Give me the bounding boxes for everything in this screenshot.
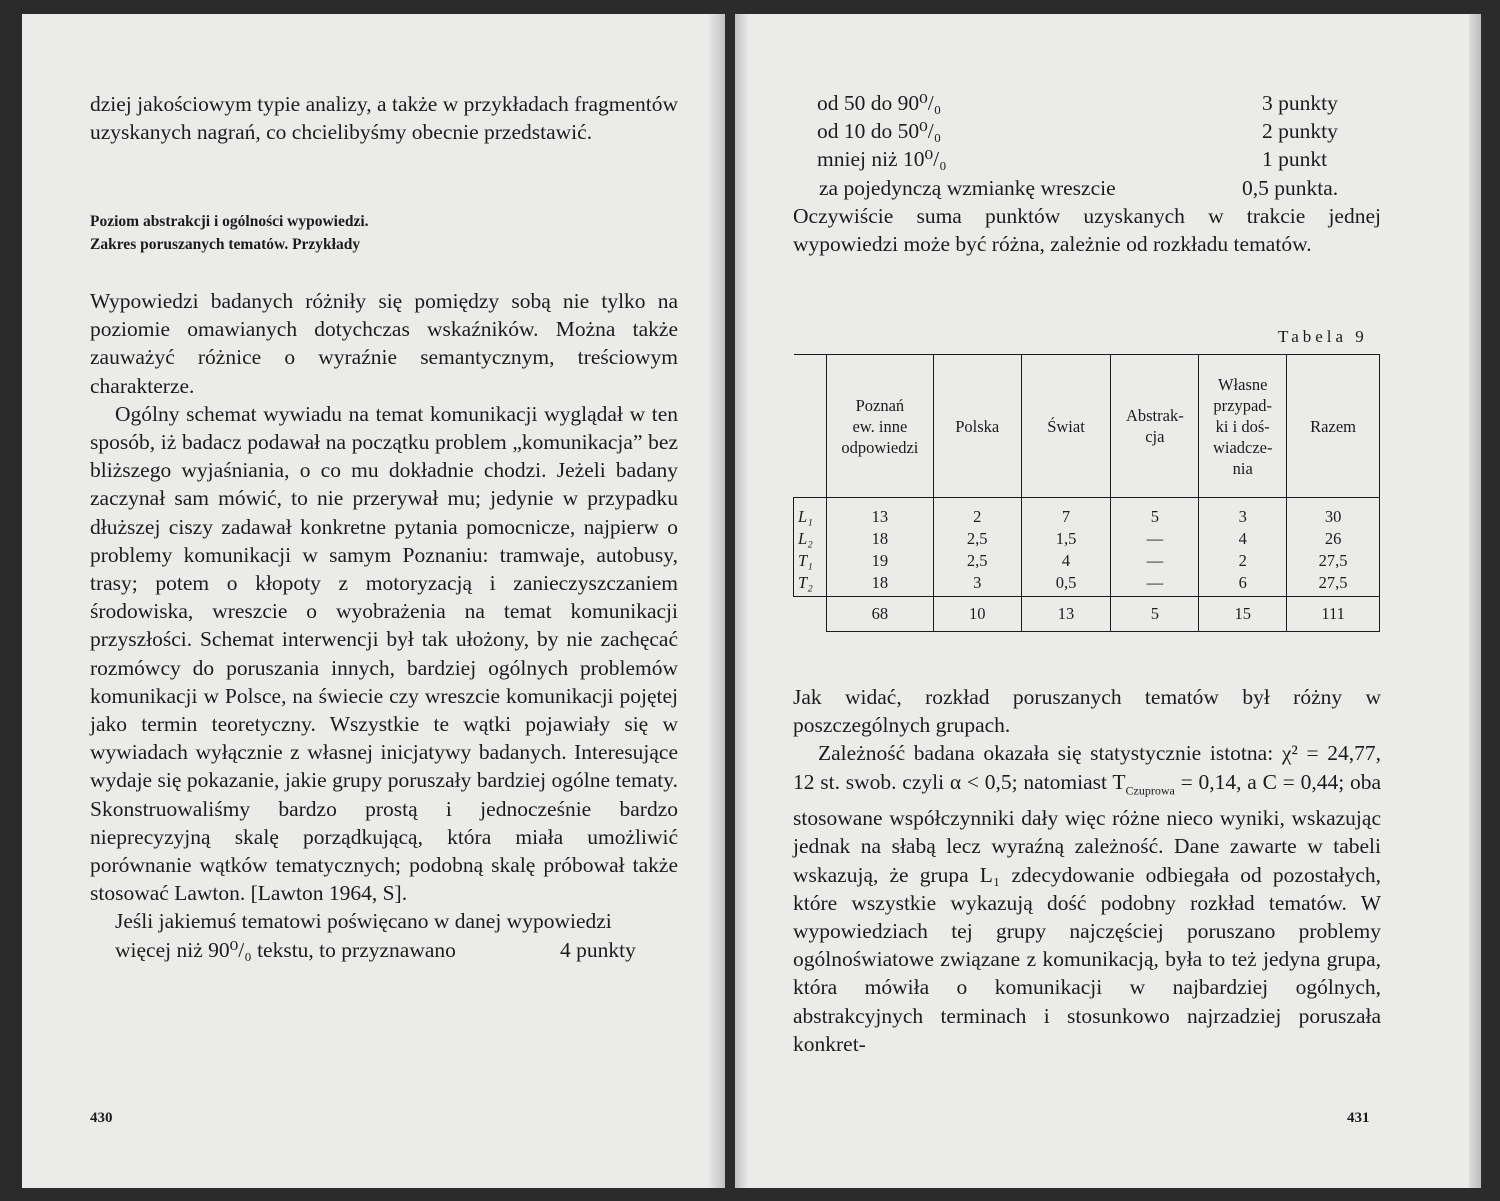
czuprowa-subscript: Czuprowa	[1125, 782, 1175, 797]
data-table	[793, 354, 1380, 632]
row-label: L₂	[794, 528, 827, 550]
table-row	[794, 498, 1380, 529]
intro-paragraph: Oczywiście suma punktów uzyskanych w trakcie jednej wypowiedzi może być różna, zależnie od rozkładu tematów.	[793, 204, 1381, 257]
table-caption: Tabela 9	[1278, 327, 1368, 346]
table-row	[794, 550, 1380, 572]
right-body-text	[793, 683, 1381, 1058]
total-cell: 13	[1021, 597, 1111, 632]
row-label: L₁	[794, 498, 827, 529]
table-cell: 3	[933, 572, 1021, 597]
table-cell: 27,5	[1287, 550, 1380, 572]
table-row	[794, 528, 1380, 550]
score-value: 0,5 punkta.	[1242, 175, 1339, 200]
score-row	[817, 117, 1377, 145]
score-value: 2 punkty	[1262, 119, 1338, 144]
page-edge	[1469, 14, 1481, 1188]
table-cell: 4	[1021, 550, 1111, 572]
right-page	[735, 14, 1481, 1188]
table-header-cell: Własne przypad- ki i doś- wiadcze- nia	[1199, 355, 1287, 498]
table-cell: 6	[1199, 572, 1287, 597]
table-row	[794, 572, 1380, 597]
table-cell: 5	[1111, 498, 1199, 529]
table-cell: 2	[1199, 550, 1287, 572]
score-value: 3 punkty	[1262, 91, 1338, 115]
score-row	[817, 89, 1377, 117]
paragraph-3: Jeśli jakiemuś tematowi poświęcano w danej wypowiedzi	[115, 909, 612, 934]
left-intro-text	[90, 90, 678, 146]
table-cell: 7	[1021, 498, 1111, 529]
score-label: mniej niż 10⁰/₀	[817, 147, 947, 172]
table-header-cell: Polska	[933, 355, 1021, 498]
score-line-top	[90, 936, 678, 964]
total-cell: 5	[1111, 597, 1199, 632]
total-cell: 15	[1199, 597, 1287, 632]
paragraph-2-part-a: Zależność badana okazała się statystycznie istotna: χ² = 24,77, 12 st. swob. czyli α < 0,5; natomiast T	[793, 741, 1381, 794]
score-value: 1 punkt	[1262, 147, 1328, 172]
paragraph-2-part-b: = 0,14, a C = 0,44; oba stosowane współczynniki dały więc różne nieco wyniki, wskazując jednak na słabą lecz wyraźną zależność. Dane zawarte w tabeli wskazują, że grupa L₁ zdecydowanie odbiegała od pozostałych, które wszystkie wykazują dość podobny rozkład tematów. W wypowiedziach tej grupy najczęściej poruszano problemy ogólnoświatowe związane z komunikacją, była to też jedyna grupa, która mówiła o komunikacji w najbardziej ogólnych, abstrakcyjnych terminach i stosunkowo najrzadziej poruszała konkret-	[793, 769, 1381, 1056]
paragraph-1: Wypowiedzi badanych różniły się pomiędzy sobą nie tylko na poziomie omawianych dotychczas wskaźników. Można także zauważyć różnice o wyraźnie semantycznym, treściowym charakterze.	[90, 289, 678, 398]
table-cell: —	[1111, 572, 1199, 597]
table-cell: 1,5	[1021, 528, 1111, 550]
total-cell: 111	[1287, 597, 1380, 632]
score-line-label: więcej niż 90⁰/₀ tekstu, to przyznawano	[115, 937, 456, 962]
table-cell: 27,5	[1287, 572, 1380, 597]
table-cell: 13	[826, 498, 933, 529]
paragraph-1: Jak widać, rozkład poruszanych tematów był różny w poszczególnych grupach.	[793, 685, 1381, 738]
row-label: T₂	[794, 572, 827, 597]
left-page	[22, 14, 725, 1188]
score-label: za pojedynczą wzmiankę wreszcie	[819, 175, 1116, 200]
page-number-left: 430	[90, 1110, 113, 1126]
score-label: od 10 do 50⁰/₀	[817, 119, 942, 144]
section-heading	[90, 210, 678, 256]
total-cell: 10	[933, 597, 1021, 632]
intro-paragraph: dziej jakościowym typie analizy, a także w przykładach fragmentów uzyskanych nagrań, co chcielibyśmy obecnie przedstawić.	[90, 92, 678, 145]
paragraph-2: Ogólny schemat wywiadu na temat komunikacji wyglądał w ten sposób, iż badacz podawał na początku problem „komunikacja” bez bliższego wyjaśniania, o co mu dokładnie chodzi. Jeżeli badany zaczynał sam mówić, to nie przerywał mu; jedynie w przypadku dłuższej ciszy zadawał konkretne pytania pomocnicze, najpierw o problemy komunikacji w samym Poznaniu: tramwaje, autobusy, trasy; potem o kłopoty z motoryzacją i zanieczyszczaniem środowiska, wreszcie o wyobrażenia na temat komunikacji przyszłości. Schemat interwencji był tak ułożony, by nie zachęcać rozmówcy do poruszania innych, bardziej ogólnych problemów komunikacji w Polsce, na świecie czy wreszcie komunikacji pojętej jako termin teoretyczny. Wszystkie te wątki pojawiały się w wywiadach wyłącznie z własnej inicjatywy badanych. Interesujące wydaje się pokazanie, jakie grupy poruszały bardziej ogólne tematy. Skonstruowaliśmy bardzo prostą i jednocześnie bardzo nieprecyzyjną skalę porządkującą, która miała umożliwić porównanie wątków tematycznych; podobną skalę próbował także stosować Lawton. [Lawton 1964, S].	[90, 401, 678, 906]
table-header-cell: Świat	[1021, 355, 1111, 498]
table-cell: 2,5	[933, 550, 1021, 572]
table-cell: 2,5	[933, 528, 1021, 550]
table-cell: 18	[826, 572, 933, 597]
table-cell: 18	[826, 528, 933, 550]
table-cell: 3	[1199, 498, 1287, 529]
section-heading-line-1: Poziom abstrakcji i ogólności wypowiedzi.	[90, 213, 369, 230]
table-header-cell: Abstrak- cja	[1111, 355, 1199, 498]
table-cell: 4	[1199, 528, 1287, 550]
score-row	[817, 174, 1377, 202]
score-label: od 50 do 90⁰/₀	[817, 91, 942, 115]
table-header-row	[794, 355, 1380, 498]
table-cell: 0,5	[1021, 572, 1111, 597]
row-label: T₁	[794, 550, 827, 572]
paragraph-2	[793, 739, 1381, 1058]
left-body-text	[90, 287, 678, 964]
section-heading-line-2: Zakres poruszanych tematów. Przykłady	[90, 236, 361, 253]
table-cell: —	[1111, 528, 1199, 550]
table-cell: 19	[826, 550, 933, 572]
table-totals-row	[794, 597, 1380, 632]
page-number-right: 431	[1347, 1110, 1370, 1126]
table-header-cell: Razem	[1287, 355, 1380, 498]
table-cell: —	[1111, 550, 1199, 572]
score-list	[817, 89, 1377, 202]
spine-shadow	[707, 14, 725, 1188]
table-header-corner	[794, 355, 827, 498]
table-cell: 30	[1287, 498, 1380, 529]
table-cell: 26	[1287, 528, 1380, 550]
table-cell: 2	[933, 498, 1021, 529]
totals-corner	[794, 597, 827, 632]
score-line-value: 4 punkty	[560, 937, 636, 962]
right-intro-text	[793, 202, 1381, 258]
score-row	[817, 145, 1377, 173]
spine-shadow	[735, 14, 749, 1188]
total-cell: 68	[826, 597, 933, 632]
table-header-cell: Poznań ew. inne odpowiedzi	[826, 355, 933, 498]
